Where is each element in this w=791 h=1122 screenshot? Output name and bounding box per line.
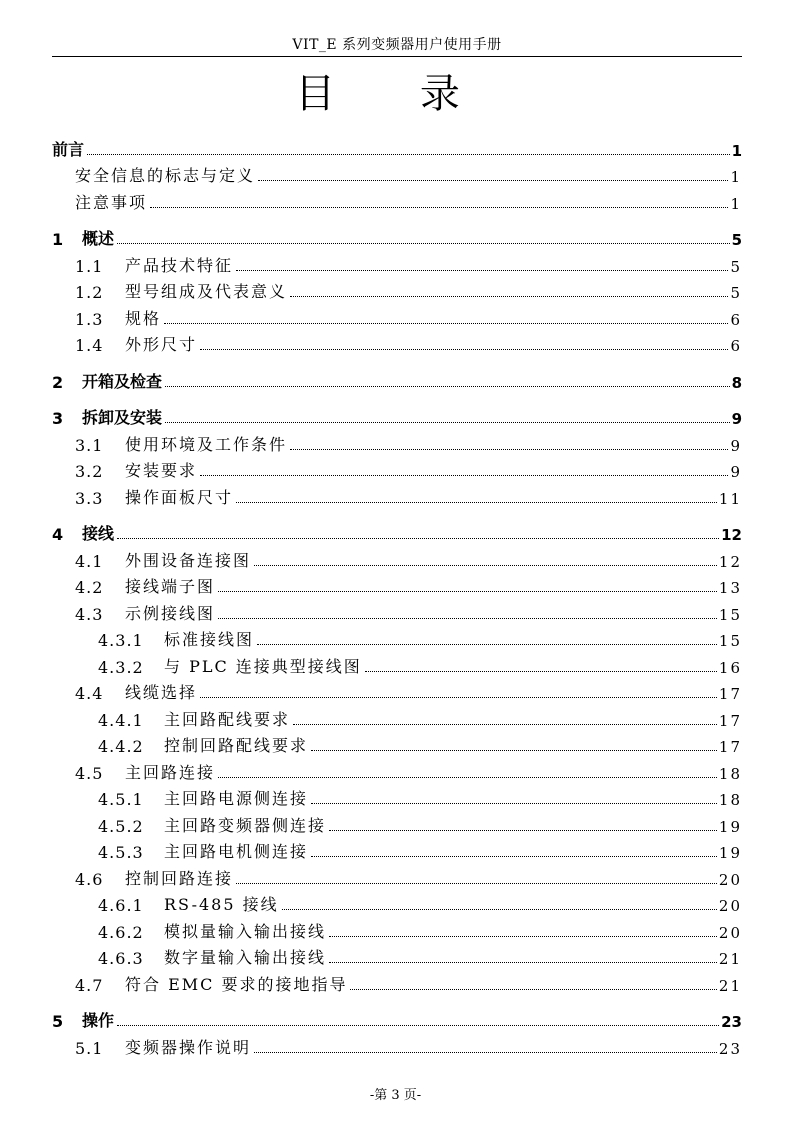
toc-entry-title: 控制回路连接 bbox=[125, 868, 234, 888]
toc-entry-page-number: 17 bbox=[718, 738, 742, 756]
dot-leader bbox=[117, 243, 730, 244]
toc-entry[interactable] bbox=[52, 329, 742, 356]
toc-entry-number: 4.3.1 bbox=[98, 631, 144, 650]
toc-entry-number: 4.2 bbox=[75, 578, 104, 597]
toc-entry-page-number: 15 bbox=[718, 605, 742, 624]
toc-entry[interactable] bbox=[52, 571, 742, 598]
dot-leader bbox=[290, 296, 728, 297]
toc-entry-number: 1.3 bbox=[75, 309, 104, 329]
toc-entry[interactable] bbox=[52, 783, 742, 810]
toc-entry-number: 3.3 bbox=[75, 488, 104, 508]
toc-entry-page-number: 9 bbox=[730, 463, 742, 481]
toc-entry-number: 4 bbox=[52, 525, 64, 544]
toc-entry[interactable] bbox=[52, 836, 742, 863]
toc-entry-title: 示例接线图 bbox=[125, 603, 216, 623]
toc-entry-page-number: 5 bbox=[731, 231, 742, 249]
toc-entry[interactable] bbox=[52, 597, 742, 624]
toc-entry[interactable] bbox=[52, 160, 742, 187]
page-footer: -第 3 页- bbox=[369, 1088, 422, 1103]
dot-leader bbox=[290, 449, 728, 450]
toc-entry-page-number: 5 bbox=[730, 257, 742, 276]
toc-entry[interactable] bbox=[52, 186, 742, 213]
toc-entry[interactable] bbox=[52, 223, 742, 250]
toc-entry-title: RS-485 接线 bbox=[164, 895, 279, 914]
toc-entry[interactable] bbox=[52, 402, 742, 429]
toc-entry-number: 4.3 bbox=[75, 604, 104, 624]
dot-leader bbox=[365, 671, 717, 672]
dot-leader bbox=[329, 936, 717, 937]
dot-leader bbox=[282, 909, 717, 910]
toc-entry-number: 1.2 bbox=[75, 283, 104, 302]
toc-entry[interactable] bbox=[52, 756, 742, 783]
toc-entry-number: 4.4.1 bbox=[98, 710, 144, 730]
dot-leader bbox=[165, 422, 730, 423]
header-divider bbox=[52, 56, 742, 57]
toc-entry[interactable] bbox=[52, 455, 742, 482]
toc-entry[interactable] bbox=[52, 809, 742, 836]
toc-entry-title: 开箱及检查 bbox=[82, 371, 163, 391]
toc-entry[interactable] bbox=[52, 915, 742, 942]
toc-entry-page-number: 9 bbox=[730, 436, 742, 455]
toc-entry[interactable] bbox=[52, 624, 742, 651]
toc-entry[interactable] bbox=[52, 730, 742, 757]
toc-entry-title: 主回路电机侧连接 bbox=[164, 842, 309, 861]
dot-leader bbox=[150, 207, 728, 208]
dot-leader bbox=[254, 1052, 717, 1053]
toc-entry-page-number: 20 bbox=[718, 923, 742, 942]
toc-entry-title: 主回路连接 bbox=[125, 762, 216, 782]
toc-entry-page-number: 1 bbox=[730, 194, 742, 213]
toc-entry[interactable] bbox=[52, 703, 742, 730]
toc-entry-title: 概述 bbox=[82, 229, 115, 248]
toc-entry-title: 前言 bbox=[52, 139, 85, 159]
toc-entry-page-number: 9 bbox=[731, 410, 742, 428]
toc-entry-title: 产品技术特征 bbox=[125, 255, 234, 275]
dot-leader bbox=[200, 475, 728, 476]
toc-entry-page-number: 19 bbox=[718, 817, 742, 836]
toc-entry[interactable] bbox=[52, 968, 742, 995]
toc-entry-page-number: 21 bbox=[718, 950, 742, 968]
toc-entry[interactable] bbox=[52, 276, 742, 303]
toc-entry-page-number: 18 bbox=[718, 764, 742, 783]
toc-entry-page-number: 23 bbox=[721, 1013, 742, 1031]
toc-entry-page-number: 23 bbox=[718, 1039, 742, 1058]
dot-leader bbox=[350, 989, 716, 990]
dot-leader bbox=[117, 538, 719, 539]
dot-leader bbox=[258, 180, 728, 181]
toc-entry-page-number: 12 bbox=[718, 552, 742, 571]
dot-leader bbox=[165, 386, 730, 387]
toc-entry-title: 主回路变频器侧连接 bbox=[164, 815, 327, 835]
toc-entry-title: 接线 bbox=[82, 524, 115, 543]
dot-leader bbox=[293, 724, 717, 725]
toc-entry-title: 规格 bbox=[125, 308, 162, 328]
toc-entry-number: 4.1 bbox=[75, 551, 104, 571]
dot-leader bbox=[311, 803, 717, 804]
toc-entry-number: 4.3.2 bbox=[98, 657, 144, 677]
toc-entry-title: 模拟量输入输出接线 bbox=[164, 921, 327, 941]
toc-entry-number: 4.6 bbox=[75, 869, 104, 889]
toc-entry-page-number: 6 bbox=[730, 310, 742, 329]
toc-entry-title: 外围设备连接图 bbox=[125, 550, 252, 570]
toc-entry-page-number: 1 bbox=[731, 141, 742, 160]
toc-entry-title: 线缆选择 bbox=[125, 683, 198, 702]
toc-entry[interactable] bbox=[52, 365, 742, 392]
toc-entry-number: 4.5.3 bbox=[98, 843, 144, 862]
toc-entry-number: 3 bbox=[52, 409, 64, 428]
toc-entry-number: 3.2 bbox=[75, 462, 104, 481]
dot-leader bbox=[218, 618, 717, 619]
dot-leader bbox=[329, 962, 717, 963]
toc-entry-title: 标准接线图 bbox=[164, 630, 255, 649]
toc-entry-title: 使用环境及工作条件 bbox=[125, 434, 288, 454]
dot-leader bbox=[254, 565, 717, 566]
toc-entry-title: 符合 EMC 要求的接地指导 bbox=[125, 974, 348, 994]
toc-entry-number: 2 bbox=[52, 372, 64, 392]
toc-entry-number: 4.4 bbox=[75, 684, 104, 703]
toc-entry-title: 主回路配线要求 bbox=[164, 709, 291, 729]
dot-leader bbox=[117, 1025, 719, 1026]
dot-leader bbox=[236, 270, 728, 271]
toc-entry-number: 1 bbox=[52, 230, 64, 249]
toc-entry-number: 1.4 bbox=[75, 336, 104, 355]
toc-entry-number: 1.1 bbox=[75, 256, 104, 276]
toc-entry[interactable] bbox=[52, 1031, 742, 1058]
toc-entry[interactable] bbox=[52, 677, 742, 704]
toc-entry-number: 4.6.2 bbox=[98, 922, 144, 942]
toc-entry-page-number: 21 bbox=[718, 976, 742, 995]
dot-leader bbox=[218, 777, 717, 778]
toc-entry-page-number: 8 bbox=[731, 373, 742, 392]
toc-entry-number: 3.1 bbox=[75, 435, 104, 455]
toc-entry-page-number: 1 bbox=[730, 168, 742, 186]
toc-entry-number: 4.7 bbox=[75, 975, 104, 995]
dot-leader bbox=[257, 644, 717, 645]
toc-entry-title: 操作 bbox=[82, 1011, 115, 1030]
toc-entry-number: 4.4.2 bbox=[98, 737, 144, 756]
toc-entry-page-number: 18 bbox=[718, 791, 742, 809]
toc-entry-page-number: 19 bbox=[718, 844, 742, 862]
toc-entry-number: 4.5.1 bbox=[98, 790, 144, 809]
running-header: VIT_E 系列变频器用户使用手册 bbox=[292, 37, 502, 53]
toc-entry[interactable] bbox=[52, 544, 742, 571]
toc-entry-title: 主回路电源侧连接 bbox=[164, 789, 309, 808]
page-title: 目 录 bbox=[295, 71, 496, 117]
toc-entry-title: 安装要求 bbox=[125, 461, 198, 480]
dot-leader bbox=[236, 502, 717, 503]
toc-entry-title: 与 PLC 连接典型接线图 bbox=[164, 656, 362, 676]
dot-leader bbox=[311, 856, 717, 857]
toc-entry[interactable] bbox=[52, 942, 742, 969]
toc-entry-page-number: 17 bbox=[718, 685, 742, 703]
toc-entry-page-number: 20 bbox=[718, 870, 742, 889]
table-of-contents bbox=[52, 133, 742, 1058]
dot-leader bbox=[329, 830, 717, 831]
toc-entry-title: 拆卸及安装 bbox=[82, 408, 163, 427]
toc-entry-number: 5 bbox=[52, 1012, 64, 1031]
toc-entry[interactable] bbox=[52, 133, 742, 160]
toc-entry-number: 5.1 bbox=[75, 1038, 104, 1058]
dot-leader bbox=[236, 883, 717, 884]
toc-entry-number: 4.5.2 bbox=[98, 816, 144, 836]
dot-leader bbox=[218, 591, 717, 592]
dot-leader bbox=[200, 349, 728, 350]
dot-leader bbox=[87, 154, 730, 155]
toc-entry-title: 外形尺寸 bbox=[125, 335, 198, 354]
toc-entry[interactable] bbox=[52, 1005, 742, 1032]
toc-entry[interactable] bbox=[52, 862, 742, 889]
toc-entry-title: 型号组成及代表意义 bbox=[125, 282, 288, 301]
toc-entry-title: 安全信息的标志与定义 bbox=[75, 166, 256, 185]
toc-entry[interactable] bbox=[52, 889, 742, 916]
toc-entry-page-number: 5 bbox=[730, 284, 742, 302]
toc-entry-number: 4.6.1 bbox=[98, 896, 144, 915]
toc-entry-title: 变频器操作说明 bbox=[125, 1037, 252, 1057]
toc-entry-page-number: 17 bbox=[718, 711, 742, 730]
toc-entry-title: 操作面板尺寸 bbox=[125, 487, 234, 507]
toc-entry[interactable] bbox=[52, 302, 742, 329]
toc-entry-page-number: 6 bbox=[730, 337, 742, 355]
dot-leader bbox=[200, 697, 717, 698]
toc-entry-title: 数字量输入输出接线 bbox=[164, 948, 327, 967]
toc-entry[interactable] bbox=[52, 650, 742, 677]
dot-leader bbox=[311, 750, 717, 751]
toc-entry[interactable] bbox=[52, 481, 742, 508]
toc-entry-page-number: 13 bbox=[718, 579, 742, 597]
toc-entry-page-number: 12 bbox=[721, 526, 742, 544]
toc-entry-page-number: 20 bbox=[718, 897, 742, 915]
toc-entry-title: 注意事项 bbox=[75, 192, 148, 212]
toc-entry-title: 接线端子图 bbox=[125, 577, 216, 596]
toc-entry-number: 4.5 bbox=[75, 763, 104, 783]
toc-entry-page-number: 15 bbox=[718, 632, 742, 650]
toc-entry-number: 4.6.3 bbox=[98, 949, 144, 968]
toc-entry-page-number: 16 bbox=[718, 658, 742, 677]
dot-leader bbox=[164, 323, 728, 324]
toc-entry-title: 控制回路配线要求 bbox=[164, 736, 309, 755]
toc-entry-page-number: 11 bbox=[718, 489, 742, 508]
toc-entry[interactable] bbox=[52, 249, 742, 276]
toc-entry[interactable] bbox=[52, 518, 742, 545]
toc-entry[interactable] bbox=[52, 428, 742, 455]
